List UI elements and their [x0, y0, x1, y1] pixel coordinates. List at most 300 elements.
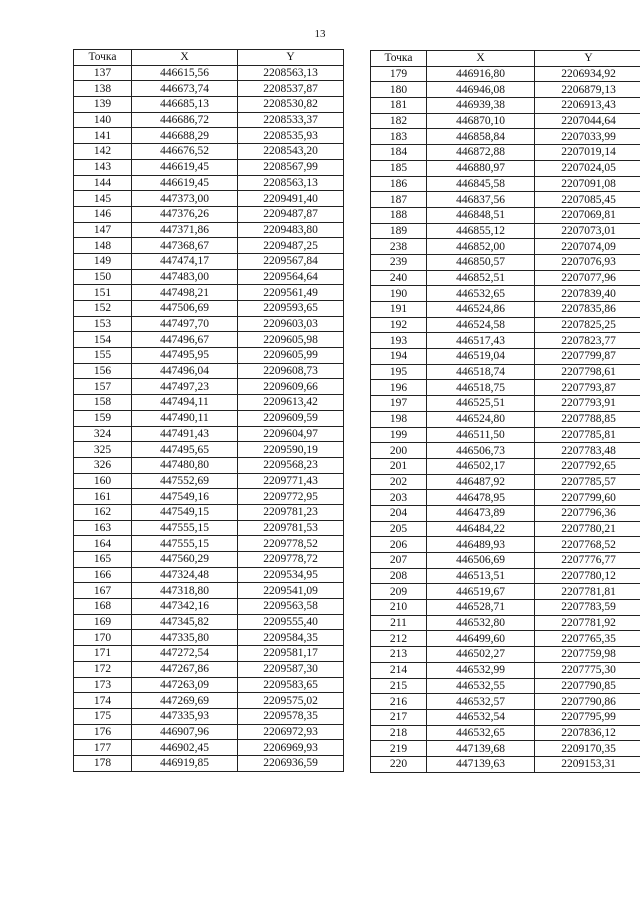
table-row: [74, 379, 344, 395]
cell-y: 2209555,40: [238, 614, 344, 630]
table-row: [74, 426, 344, 442]
cell-x: 447345,82: [132, 614, 238, 630]
cell-y: 2207044,64: [535, 113, 640, 129]
coordinates-table-right: [370, 50, 640, 773]
cell-y: 2209534,95: [238, 567, 344, 583]
table-row: [74, 316, 344, 332]
cell-point: 166: [74, 567, 132, 583]
table-row: [371, 490, 640, 506]
cell-x: 446845,58: [427, 176, 535, 192]
table-row: [74, 552, 344, 568]
cell-y: 2206879,13: [535, 82, 640, 98]
header-y: Y: [535, 51, 640, 67]
cell-y: 2208530,82: [238, 97, 344, 113]
cell-y: 2209487,25: [238, 238, 344, 254]
table-row: [371, 396, 640, 412]
cell-y: 2209491,40: [238, 191, 344, 207]
table-row: [371, 756, 640, 772]
cell-y: 2207069,81: [535, 207, 640, 223]
cell-x: 447506,69: [132, 301, 238, 317]
cell-point: 169: [74, 614, 132, 630]
cell-point: 171: [74, 646, 132, 662]
cell-point: 188: [371, 207, 427, 223]
cell-x: 447373,00: [132, 191, 238, 207]
table-row: [371, 160, 640, 176]
cell-point: 156: [74, 363, 132, 379]
cell-y: 2207091,08: [535, 176, 640, 192]
cell-x: 447494,11: [132, 395, 238, 411]
cell-point: 157: [74, 379, 132, 395]
cell-x: 446848,51: [427, 207, 535, 223]
cell-point: 146: [74, 206, 132, 222]
cell-x: 447490,11: [132, 410, 238, 426]
table-row: [371, 254, 640, 270]
table-row: [74, 112, 344, 128]
table-row: [371, 380, 640, 396]
table-row: [74, 693, 344, 709]
cell-y: 2207076,93: [535, 254, 640, 270]
cell-point: 197: [371, 396, 427, 412]
cell-x: 446517,43: [427, 333, 535, 349]
table-row: [371, 474, 640, 490]
cell-x: 446858,84: [427, 129, 535, 145]
cell-point: 154: [74, 332, 132, 348]
cell-x: 446676,52: [132, 144, 238, 160]
cell-y: 2208535,93: [238, 128, 344, 144]
cell-y: 2209772,95: [238, 489, 344, 505]
cell-y: 2209575,02: [238, 693, 344, 709]
cell-point: 195: [371, 364, 427, 380]
cell-y: 2207793,87: [535, 380, 640, 396]
table-row: [371, 317, 640, 333]
cell-y: 2207798,61: [535, 364, 640, 380]
cell-y: 2207077,96: [535, 270, 640, 286]
table-row: [74, 395, 344, 411]
table-row: [74, 285, 344, 301]
cell-x: 447552,69: [132, 473, 238, 489]
cell-x: 447263,09: [132, 677, 238, 693]
table-row: [74, 661, 344, 677]
table-row: [371, 615, 640, 631]
cell-y: 2207776,77: [535, 553, 640, 569]
table-row: [371, 458, 640, 474]
table-row: [371, 411, 640, 427]
cell-point: 162: [74, 504, 132, 520]
cell-y: 2209608,73: [238, 363, 344, 379]
cell-x: 446489,93: [427, 537, 535, 553]
cell-y: 2209781,53: [238, 520, 344, 536]
table-row: [371, 443, 640, 459]
table-row: [74, 128, 344, 144]
table-row: [371, 82, 640, 98]
cell-x: 447549,16: [132, 489, 238, 505]
cell-point: 153: [74, 316, 132, 332]
cell-point: 145: [74, 191, 132, 207]
cell-point: 202: [371, 474, 427, 490]
cell-y: 2207790,86: [535, 694, 640, 710]
cell-y: 2209541,09: [238, 583, 344, 599]
table-row: [371, 694, 640, 710]
table-row: [74, 253, 344, 269]
cell-x: 447483,00: [132, 269, 238, 285]
cell-x: 446850,57: [427, 254, 535, 270]
cell-x: 446919,85: [132, 755, 238, 771]
cell-point: 173: [74, 677, 132, 693]
cell-x: 447342,16: [132, 599, 238, 615]
cell-x: 446872,88: [427, 145, 535, 161]
cell-x: 446524,58: [427, 317, 535, 333]
cell-point: 178: [74, 755, 132, 771]
cell-point: 155: [74, 348, 132, 364]
table-row: [74, 740, 344, 756]
table-row: [74, 410, 344, 426]
cell-y: 2207780,12: [535, 568, 640, 584]
cell-x: 446532,65: [427, 725, 535, 741]
cell-point: 326: [74, 457, 132, 473]
table-row: [371, 521, 640, 537]
cell-point: 205: [371, 521, 427, 537]
cell-point: 174: [74, 693, 132, 709]
cell-point: 170: [74, 630, 132, 646]
cell-y: 2209778,52: [238, 536, 344, 552]
table-row: [74, 520, 344, 536]
cell-x: 446939,38: [427, 98, 535, 114]
cell-y: 2207085,45: [535, 192, 640, 208]
cell-point: 179: [371, 66, 427, 82]
table-row: [74, 238, 344, 254]
table-row: [74, 724, 344, 740]
cell-x: 447497,23: [132, 379, 238, 395]
cell-x: 446686,72: [132, 112, 238, 128]
cell-y: 2208563,13: [238, 175, 344, 191]
cell-y: 2209593,65: [238, 301, 344, 317]
cell-x: 446511,50: [427, 427, 535, 443]
cell-y: 2207785,57: [535, 474, 640, 490]
cell-x: 446519,67: [427, 584, 535, 600]
cell-y: 2209771,43: [238, 473, 344, 489]
cell-point: 158: [74, 395, 132, 411]
cell-y: 2207835,86: [535, 302, 640, 318]
table-row: [371, 427, 640, 443]
table-row: [371, 302, 640, 318]
table-row: [74, 646, 344, 662]
table-row: [74, 536, 344, 552]
cell-x: 447376,26: [132, 206, 238, 222]
cell-x: 447371,86: [132, 222, 238, 238]
cell-y: 2206972,93: [238, 724, 344, 740]
cell-x: 446513,51: [427, 568, 535, 584]
cell-x: 446619,45: [132, 175, 238, 191]
table-row: [74, 583, 344, 599]
table-row: [74, 222, 344, 238]
table-row: [371, 223, 640, 239]
cell-y: 2209567,84: [238, 253, 344, 269]
cell-y: 2209605,99: [238, 348, 344, 364]
cell-point: 204: [371, 505, 427, 521]
cell-point: 139: [74, 97, 132, 113]
cell-x: 446685,13: [132, 97, 238, 113]
cell-y: 2207795,99: [535, 709, 640, 725]
cell-x: 446518,74: [427, 364, 535, 380]
cell-y: 2207019,14: [535, 145, 640, 161]
cell-y: 2209581,17: [238, 646, 344, 662]
cell-x: 447555,15: [132, 520, 238, 536]
page-number: 13: [314, 28, 326, 40]
cell-x: 446506,73: [427, 443, 535, 459]
cell-y: 2209781,23: [238, 504, 344, 520]
cell-y: 2208543,20: [238, 144, 344, 160]
cell-x: 446478,95: [427, 490, 535, 506]
cell-y: 2207765,35: [535, 631, 640, 647]
table-row: [74, 630, 344, 646]
table-row: [371, 145, 640, 161]
table-row: [74, 614, 344, 630]
table-row: [74, 301, 344, 317]
cell-y: 2209583,65: [238, 677, 344, 693]
cell-point: 161: [74, 489, 132, 505]
cell-point: 325: [74, 442, 132, 458]
cell-y: 2208567,99: [238, 159, 344, 175]
cell-point: 194: [371, 349, 427, 365]
table-row: [74, 175, 344, 191]
table-row: [371, 741, 640, 757]
cell-point: 141: [74, 128, 132, 144]
cell-y: 2207024,05: [535, 160, 640, 176]
cell-x: 446946,08: [427, 82, 535, 98]
cell-y: 2209584,35: [238, 630, 344, 646]
header-x: X: [132, 50, 238, 66]
cell-x: 446524,80: [427, 411, 535, 427]
cell-y: 2209604,97: [238, 426, 344, 442]
cell-y: 2207799,60: [535, 490, 640, 506]
cell-y: 2209578,35: [238, 708, 344, 724]
table-row: [74, 159, 344, 175]
table-row: [371, 584, 640, 600]
cell-y: 2207759,98: [535, 647, 640, 663]
cell-x: 447139,68: [427, 741, 535, 757]
cell-x: 446673,74: [132, 81, 238, 97]
cell-point: 151: [74, 285, 132, 301]
cell-point: 209: [371, 584, 427, 600]
cell-point: 211: [371, 615, 427, 631]
cell-point: 240: [371, 270, 427, 286]
cell-point: 190: [371, 286, 427, 302]
cell-x: 447549,15: [132, 504, 238, 520]
table-row: [74, 348, 344, 364]
header-y: Y: [238, 50, 344, 66]
cell-point: 183: [371, 129, 427, 145]
cell-x: 446519,04: [427, 349, 535, 365]
coordinates-table-left: [73, 49, 344, 772]
cell-point: 175: [74, 708, 132, 724]
cell-x: 446837,56: [427, 192, 535, 208]
header-point: Точка: [371, 51, 427, 67]
cell-x: 447495,95: [132, 348, 238, 364]
cell-point: 142: [74, 144, 132, 160]
cell-x: 446688,29: [132, 128, 238, 144]
cell-x: 446855,12: [427, 223, 535, 239]
cell-point: 238: [371, 239, 427, 255]
cell-point: 196: [371, 380, 427, 396]
cell-x: 447318,80: [132, 583, 238, 599]
cell-y: 2207839,40: [535, 286, 640, 302]
cell-point: 159: [74, 410, 132, 426]
cell-point: 324: [74, 426, 132, 442]
cell-point: 144: [74, 175, 132, 191]
cell-y: 2209778,72: [238, 552, 344, 568]
table-row: [371, 600, 640, 616]
cell-x: 446532,99: [427, 662, 535, 678]
cell-y: 2209561,49: [238, 285, 344, 301]
cell-x: 447335,93: [132, 708, 238, 724]
cell-point: 181: [371, 98, 427, 114]
cell-x: 446532,57: [427, 694, 535, 710]
cell-x: 447324,48: [132, 567, 238, 583]
cell-x: 446502,17: [427, 458, 535, 474]
cell-point: 208: [371, 568, 427, 584]
table-row: [371, 364, 640, 380]
cell-y: 2207825,25: [535, 317, 640, 333]
cell-point: 200: [371, 443, 427, 459]
cell-y: 2207074,09: [535, 239, 640, 255]
cell-y: 2207793,91: [535, 396, 640, 412]
cell-point: 203: [371, 490, 427, 506]
cell-x: 447560,29: [132, 552, 238, 568]
cell-point: 172: [74, 661, 132, 677]
cell-x: 447498,21: [132, 285, 238, 301]
table-row: [371, 647, 640, 663]
cell-y: 2209153,31: [535, 756, 640, 772]
cell-y: 2207783,48: [535, 443, 640, 459]
cell-y: 2206936,59: [238, 755, 344, 771]
cell-point: 150: [74, 269, 132, 285]
cell-point: 186: [371, 176, 427, 192]
cell-x: 446619,45: [132, 159, 238, 175]
cell-y: 2207790,85: [535, 678, 640, 694]
cell-y: 2207785,81: [535, 427, 640, 443]
cell-x: 446615,56: [132, 65, 238, 81]
cell-y: 2209564,64: [238, 269, 344, 285]
cell-y: 2209487,87: [238, 206, 344, 222]
cell-point: 184: [371, 145, 427, 161]
cell-x: 446852,00: [427, 239, 535, 255]
cell-point: 140: [74, 112, 132, 128]
cell-point: 191: [371, 302, 427, 318]
table-row: [371, 631, 640, 647]
cell-point: 206: [371, 537, 427, 553]
cell-point: 193: [371, 333, 427, 349]
cell-x: 446532,55: [427, 678, 535, 694]
cell-x: 446907,96: [132, 724, 238, 740]
table-row: [371, 333, 640, 349]
table-row: [371, 678, 640, 694]
cell-point: 210: [371, 600, 427, 616]
table-row: [74, 363, 344, 379]
cell-point: 212: [371, 631, 427, 647]
cell-x: 447480,80: [132, 457, 238, 473]
cell-x: 446532,65: [427, 286, 535, 302]
cell-x: 447335,80: [132, 630, 238, 646]
table-row: [371, 270, 640, 286]
table-row: [371, 286, 640, 302]
table-row: [74, 191, 344, 207]
cell-point: 152: [74, 301, 132, 317]
table-row: [74, 567, 344, 583]
header-x: X: [427, 51, 535, 67]
cell-x: 447269,69: [132, 693, 238, 709]
table-row: [371, 129, 640, 145]
cell-point: 189: [371, 223, 427, 239]
cell-x: 447267,86: [132, 661, 238, 677]
cell-point: 143: [74, 159, 132, 175]
table-row: [371, 349, 640, 365]
cell-y: 2209609,66: [238, 379, 344, 395]
cell-x: 446484,22: [427, 521, 535, 537]
cell-x: 447555,15: [132, 536, 238, 552]
table-row: [74, 504, 344, 520]
table-row: [371, 113, 640, 129]
cell-y: 2207799,87: [535, 349, 640, 365]
cell-y: 2207836,12: [535, 725, 640, 741]
cell-x: 446518,75: [427, 380, 535, 396]
cell-x: 447497,70: [132, 316, 238, 332]
cell-point: 137: [74, 65, 132, 81]
cell-y: 2209483,80: [238, 222, 344, 238]
cell-point: 213: [371, 647, 427, 663]
table-row: [74, 65, 344, 81]
cell-x: 446852,51: [427, 270, 535, 286]
cell-y: 2207796,36: [535, 505, 640, 521]
cell-x: 446902,45: [132, 740, 238, 756]
cell-point: 177: [74, 740, 132, 756]
cell-y: 2207768,52: [535, 537, 640, 553]
cell-point: 198: [371, 411, 427, 427]
table-row: [74, 206, 344, 222]
table-row: [371, 207, 640, 223]
cell-x: 447368,67: [132, 238, 238, 254]
cell-point: 168: [74, 599, 132, 615]
cell-y: 2209603,03: [238, 316, 344, 332]
table-row: [74, 97, 344, 113]
cell-y: 2208563,13: [238, 65, 344, 81]
cell-x: 446916,80: [427, 66, 535, 82]
table-row: [371, 239, 640, 255]
cell-x: 446532,80: [427, 615, 535, 631]
cell-point: 219: [371, 741, 427, 757]
cell-point: 138: [74, 81, 132, 97]
cell-point: 180: [371, 82, 427, 98]
cell-y: 2208533,37: [238, 112, 344, 128]
table-row: [74, 144, 344, 160]
table-row: [371, 176, 640, 192]
cell-y: 2207781,81: [535, 584, 640, 600]
table-row: [74, 442, 344, 458]
table-row: [371, 537, 640, 553]
cell-y: 2209605,98: [238, 332, 344, 348]
cell-y: 2207781,92: [535, 615, 640, 631]
cell-point: 176: [74, 724, 132, 740]
cell-point: 160: [74, 473, 132, 489]
cell-point: 218: [371, 725, 427, 741]
table-header-row: [371, 51, 640, 67]
cell-point: 239: [371, 254, 427, 270]
cell-point: 164: [74, 536, 132, 552]
cell-y: 2206913,43: [535, 98, 640, 114]
cell-y: 2206969,93: [238, 740, 344, 756]
cell-point: 216: [371, 694, 427, 710]
cell-point: 201: [371, 458, 427, 474]
cell-point: 182: [371, 113, 427, 129]
